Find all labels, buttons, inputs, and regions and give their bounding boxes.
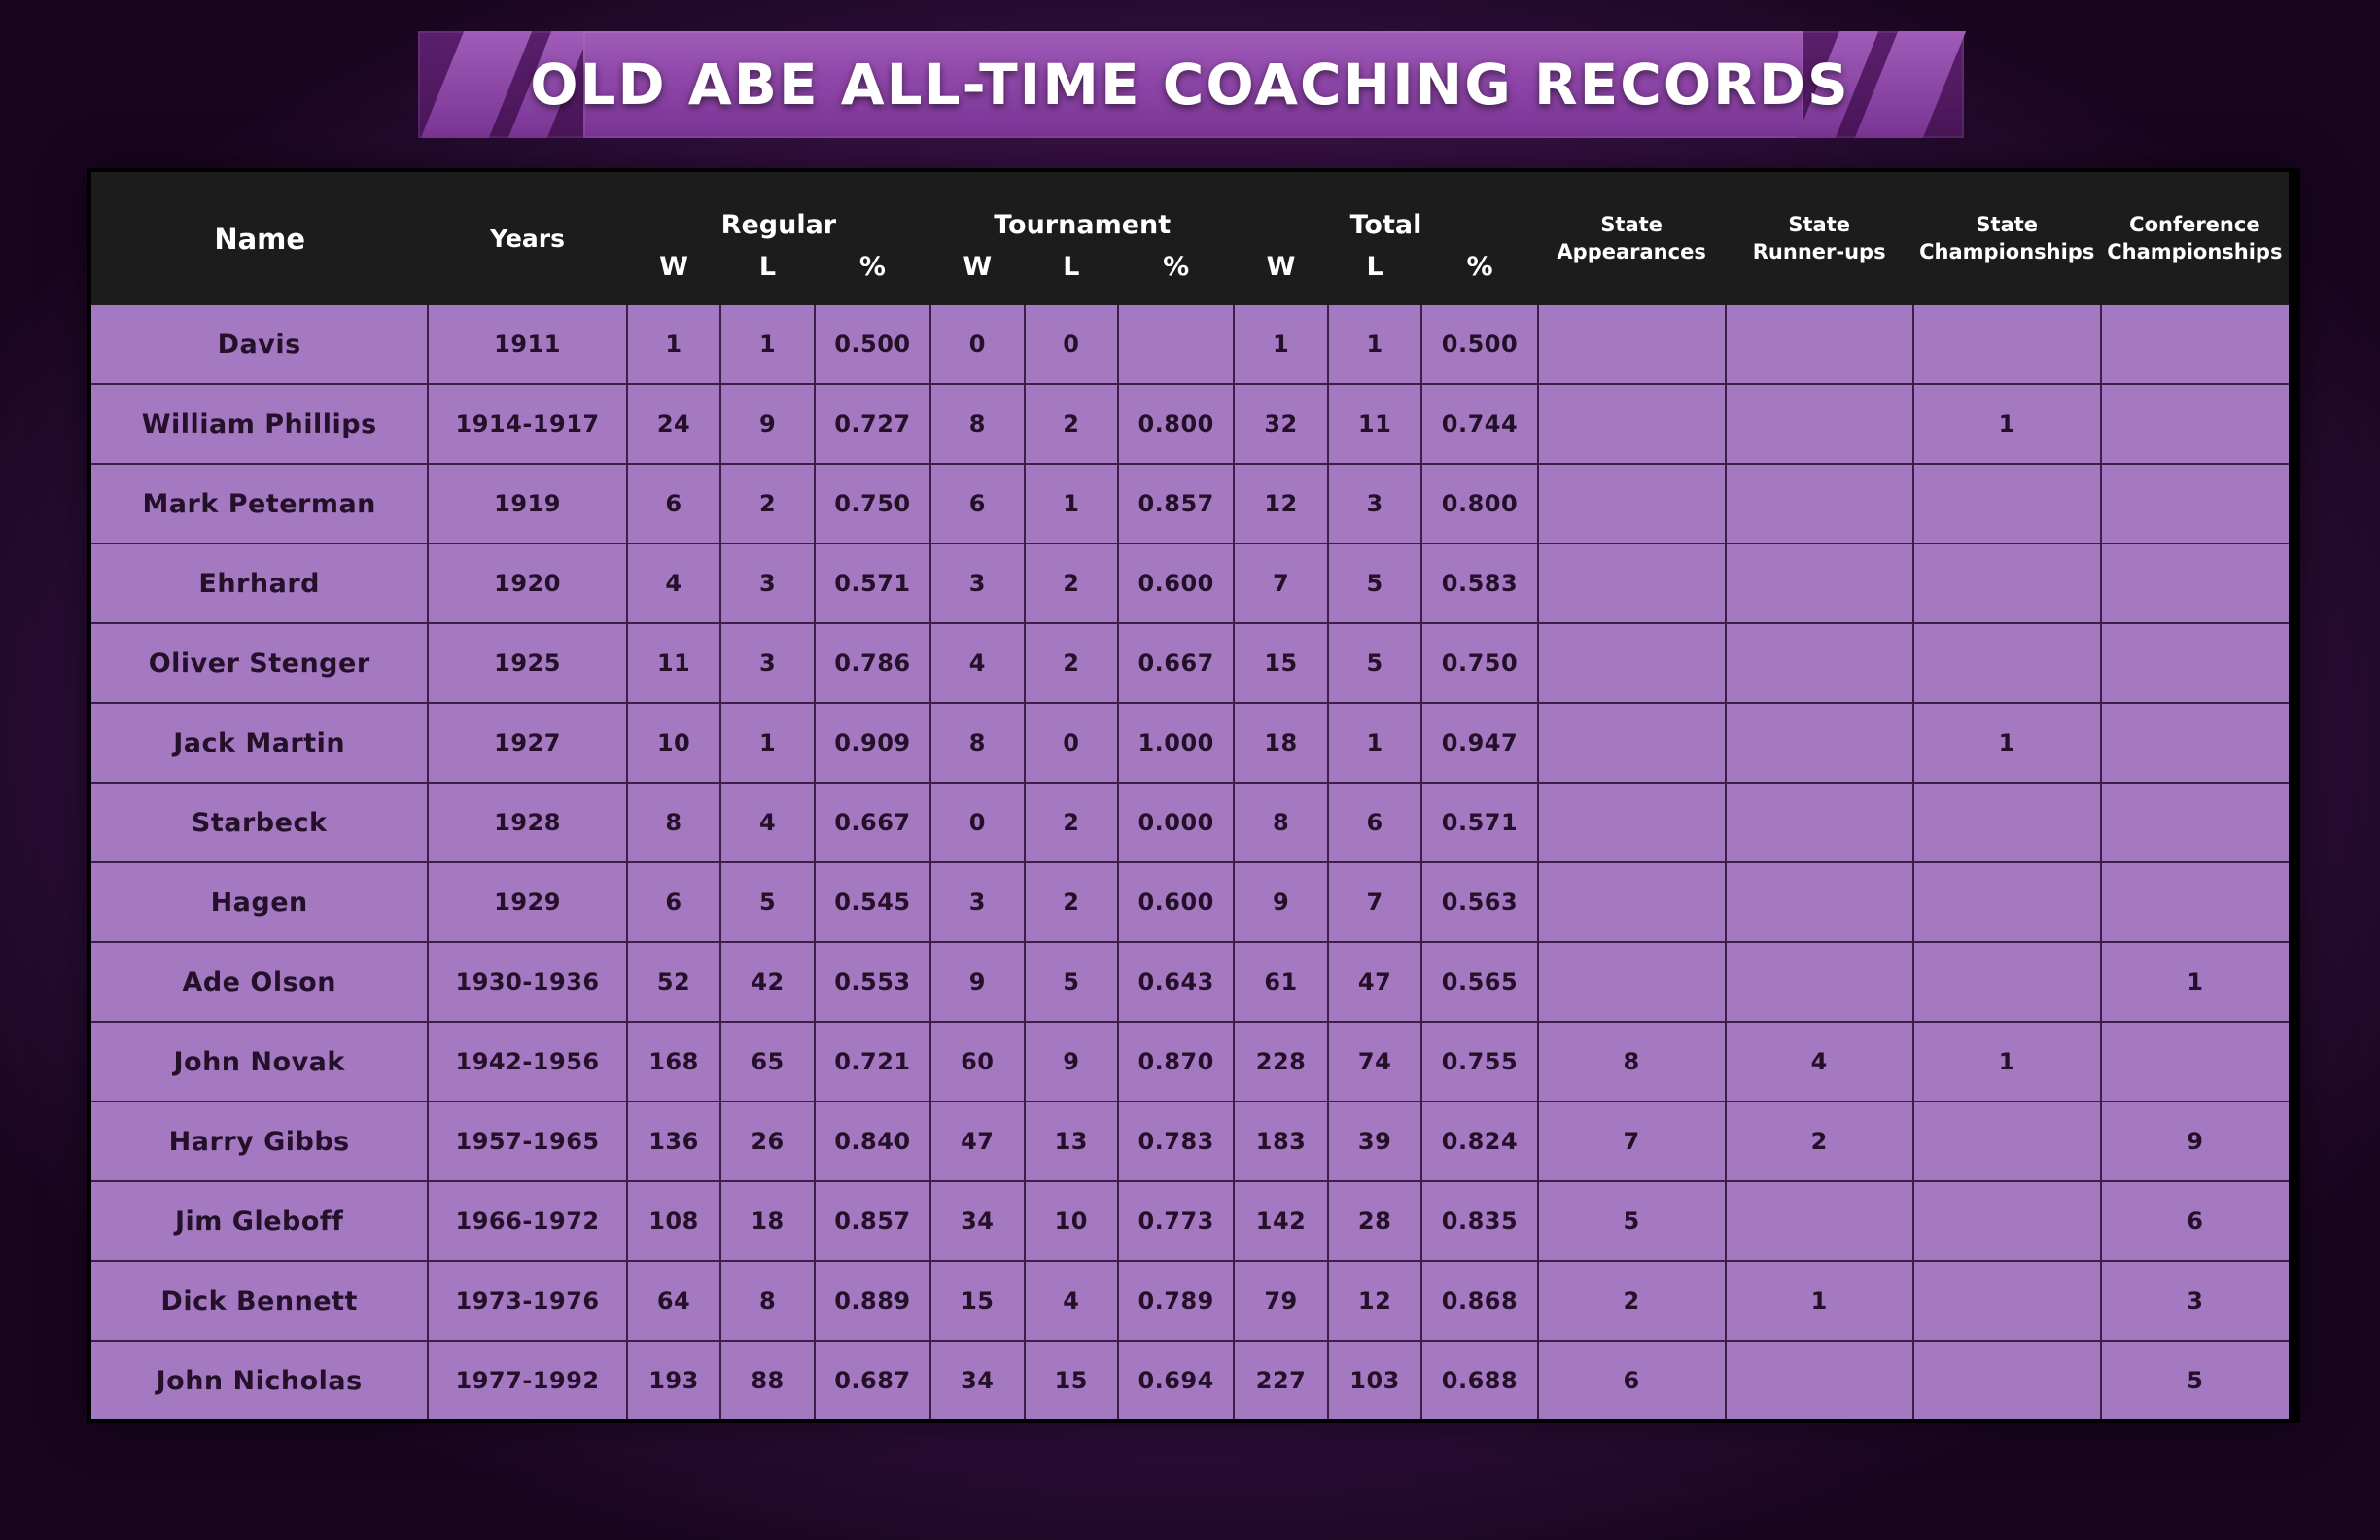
cell-tournament-pct: 1.000 xyxy=(1118,703,1234,783)
cell-total-pct: 0.835 xyxy=(1421,1181,1537,1261)
cell-tournament-pct: 0.773 xyxy=(1118,1181,1234,1261)
cell-total-l: 7 xyxy=(1328,862,1422,942)
cell-state-championships xyxy=(1913,623,2101,703)
col-header-regular: Regular xyxy=(627,172,930,246)
table-row xyxy=(91,862,2289,942)
cell-tournament-l: 4 xyxy=(1025,1261,1119,1341)
cell-regular-l: 8 xyxy=(720,1261,815,1341)
cell-state-appearances xyxy=(1538,783,1726,862)
cell-coach-name: John Novak xyxy=(91,1022,428,1102)
cell-coach-name: John Nicholas xyxy=(91,1341,428,1419)
cell-tournament-w: 15 xyxy=(930,1261,1025,1341)
cell-years: 1914-1917 xyxy=(428,384,626,464)
col-header-total-w: W xyxy=(1234,246,1328,305)
table-row xyxy=(91,1341,2289,1419)
cell-total-w: 1 xyxy=(1234,305,1328,384)
cell-state-runnerups xyxy=(1726,1341,1913,1419)
cell-state-championships: 1 xyxy=(1913,384,2101,464)
cell-state-championships xyxy=(1913,1181,2101,1261)
cell-regular-l: 18 xyxy=(720,1181,815,1261)
cell-total-w: 7 xyxy=(1234,543,1328,623)
col-header-tournament-l: L xyxy=(1025,246,1119,305)
cell-total-l: 11 xyxy=(1328,384,1422,464)
cell-tournament-l: 2 xyxy=(1025,623,1119,703)
cell-regular-l: 5 xyxy=(720,862,815,942)
cell-regular-w: 1 xyxy=(627,305,721,384)
cell-tournament-pct: 0.600 xyxy=(1118,543,1234,623)
cell-regular-l: 42 xyxy=(720,942,815,1022)
cell-total-pct: 0.800 xyxy=(1421,464,1537,543)
cell-tournament-w: 3 xyxy=(930,862,1025,942)
cell-conference-championships xyxy=(2101,703,2289,783)
cell-state-runnerups xyxy=(1726,623,1913,703)
cell-years: 1977-1992 xyxy=(428,1341,626,1419)
cell-years: 1929 xyxy=(428,862,626,942)
cell-tournament-l: 1 xyxy=(1025,464,1119,543)
cell-total-pct: 0.688 xyxy=(1421,1341,1537,1419)
cell-tournament-l: 0 xyxy=(1025,305,1119,384)
cell-conference-championships xyxy=(2101,543,2289,623)
cell-tournament-pct: 0.800 xyxy=(1118,384,1234,464)
table-row xyxy=(91,543,2289,623)
col-header-regular-l: L xyxy=(720,246,815,305)
cell-state-runnerups xyxy=(1726,783,1913,862)
cell-total-pct: 0.868 xyxy=(1421,1261,1537,1341)
cell-tournament-w: 9 xyxy=(930,942,1025,1022)
cell-conference-championships: 3 xyxy=(2101,1261,2289,1341)
cell-regular-w: 136 xyxy=(627,1102,721,1181)
cell-state-runnerups xyxy=(1726,1181,1913,1261)
col-header-state-championships xyxy=(1913,172,2101,305)
cell-conference-championships xyxy=(2101,862,2289,942)
cell-regular-w: 168 xyxy=(627,1022,721,1102)
cell-tournament-pct: 0.857 xyxy=(1118,464,1234,543)
cell-total-w: 32 xyxy=(1234,384,1328,464)
cell-tournament-l: 9 xyxy=(1025,1022,1119,1102)
records-table-frame xyxy=(88,168,2300,1423)
cell-tournament-l: 10 xyxy=(1025,1181,1119,1261)
cell-total-w: 18 xyxy=(1234,703,1328,783)
cell-regular-w: 64 xyxy=(627,1261,721,1341)
cell-conference-championships xyxy=(2101,464,2289,543)
cell-regular-pct: 0.500 xyxy=(815,305,930,384)
cell-total-pct: 0.563 xyxy=(1421,862,1537,942)
cell-state-championships: 1 xyxy=(1913,703,2101,783)
cell-total-l: 74 xyxy=(1328,1022,1422,1102)
cell-total-l: 3 xyxy=(1328,464,1422,543)
cell-regular-l: 88 xyxy=(720,1341,815,1419)
cell-coach-name: Starbeck xyxy=(91,783,428,862)
cell-regular-pct: 0.687 xyxy=(815,1341,930,1419)
cell-coach-name: William Phillips xyxy=(91,384,428,464)
coaching-records-table xyxy=(91,172,2289,1419)
cell-regular-l: 1 xyxy=(720,703,815,783)
table-row xyxy=(91,1102,2289,1181)
cell-total-l: 103 xyxy=(1328,1341,1422,1419)
cell-state-appearances: 8 xyxy=(1538,1022,1726,1102)
cell-coach-name: Ehrhard xyxy=(91,543,428,623)
cell-state-appearances: 5 xyxy=(1538,1181,1726,1261)
cell-tournament-l: 2 xyxy=(1025,543,1119,623)
table-row xyxy=(91,703,2289,783)
col-header-total: Total xyxy=(1234,172,1537,246)
cell-total-l: 47 xyxy=(1328,942,1422,1022)
cell-total-pct: 0.744 xyxy=(1421,384,1537,464)
cell-total-pct: 0.583 xyxy=(1421,543,1537,623)
cell-tournament-l: 15 xyxy=(1025,1341,1119,1419)
cell-state-appearances xyxy=(1538,543,1726,623)
cell-tournament-l: 2 xyxy=(1025,783,1119,862)
cell-years: 1957-1965 xyxy=(428,1102,626,1181)
cell-state-appearances xyxy=(1538,703,1726,783)
cell-total-w: 15 xyxy=(1234,623,1328,703)
cell-coach-name: Hagen xyxy=(91,862,428,942)
conference-championships-line1: Conference xyxy=(2129,213,2260,237)
cell-state-appearances xyxy=(1538,305,1726,384)
cell-conference-championships: 9 xyxy=(2101,1102,2289,1181)
cell-state-runnerups xyxy=(1726,942,1913,1022)
cell-state-runnerups xyxy=(1726,543,1913,623)
cell-regular-pct: 0.721 xyxy=(815,1022,930,1102)
cell-total-w: 142 xyxy=(1234,1181,1328,1261)
cell-tournament-w: 4 xyxy=(930,623,1025,703)
cell-total-w: 228 xyxy=(1234,1022,1328,1102)
cell-total-w: 183 xyxy=(1234,1102,1328,1181)
col-header-state-runnerups xyxy=(1726,172,1913,305)
cell-years: 1973-1976 xyxy=(428,1261,626,1341)
cell-tournament-w: 8 xyxy=(930,703,1025,783)
table-row xyxy=(91,1022,2289,1102)
cell-total-l: 5 xyxy=(1328,543,1422,623)
cell-years: 1930-1936 xyxy=(428,942,626,1022)
table-row xyxy=(91,623,2289,703)
cell-coach-name: Jim Gleboff xyxy=(91,1181,428,1261)
cell-regular-w: 108 xyxy=(627,1181,721,1261)
cell-conference-championships xyxy=(2101,384,2289,464)
cell-regular-l: 3 xyxy=(720,623,815,703)
cell-state-runnerups xyxy=(1726,703,1913,783)
cell-tournament-l: 5 xyxy=(1025,942,1119,1022)
cell-years: 1966-1972 xyxy=(428,1181,626,1261)
col-header-tournament-w: W xyxy=(930,246,1025,305)
cell-total-pct: 0.565 xyxy=(1421,942,1537,1022)
col-header-total-pct: % xyxy=(1421,246,1537,305)
page-title: OLD ABE ALL-TIME COACHING RECORDS xyxy=(530,52,1850,118)
col-header-tournament-pct: % xyxy=(1118,246,1234,305)
state-championships-line2: Championships xyxy=(1919,239,2095,263)
cell-total-l: 1 xyxy=(1328,305,1422,384)
cell-regular-l: 9 xyxy=(720,384,815,464)
cell-coach-name: Jack Martin xyxy=(91,703,428,783)
cell-tournament-w: 47 xyxy=(930,1102,1025,1181)
cell-regular-w: 4 xyxy=(627,543,721,623)
cell-conference-championships xyxy=(2101,305,2289,384)
cell-state-championships xyxy=(1913,783,2101,862)
cell-state-championships xyxy=(1913,1102,2101,1181)
cell-state-runnerups xyxy=(1726,384,1913,464)
cell-tournament-w: 34 xyxy=(930,1181,1025,1261)
cell-tournament-w: 34 xyxy=(930,1341,1025,1419)
cell-years: 1911 xyxy=(428,305,626,384)
cell-total-w: 79 xyxy=(1234,1261,1328,1341)
title-banner xyxy=(0,19,2380,156)
cell-years: 1928 xyxy=(428,783,626,862)
cell-coach-name: Dick Bennett xyxy=(91,1261,428,1341)
cell-conference-championships xyxy=(2101,1022,2289,1102)
col-header-name: Name xyxy=(91,172,428,305)
cell-regular-pct: 0.545 xyxy=(815,862,930,942)
cell-tournament-l: 2 xyxy=(1025,862,1119,942)
cell-tournament-l: 13 xyxy=(1025,1102,1119,1181)
col-header-tournament: Tournament xyxy=(930,172,1234,246)
cell-total-l: 39 xyxy=(1328,1102,1422,1181)
cell-total-pct: 0.500 xyxy=(1421,305,1537,384)
cell-conference-championships: 5 xyxy=(2101,1341,2289,1419)
cell-regular-pct: 0.840 xyxy=(815,1102,930,1181)
cell-regular-w: 24 xyxy=(627,384,721,464)
cell-total-pct: 0.947 xyxy=(1421,703,1537,783)
cell-total-w: 8 xyxy=(1234,783,1328,862)
cell-total-l: 28 xyxy=(1328,1181,1422,1261)
cell-regular-w: 193 xyxy=(627,1341,721,1419)
cell-regular-pct: 0.750 xyxy=(815,464,930,543)
cell-state-runnerups: 1 xyxy=(1726,1261,1913,1341)
cell-regular-l: 65 xyxy=(720,1022,815,1102)
cell-years: 1925 xyxy=(428,623,626,703)
cell-tournament-l: 0 xyxy=(1025,703,1119,783)
cell-years: 1920 xyxy=(428,543,626,623)
cell-tournament-w: 0 xyxy=(930,783,1025,862)
cell-regular-pct: 0.667 xyxy=(815,783,930,862)
table-body xyxy=(91,305,2289,1419)
cell-state-championships xyxy=(1913,305,2101,384)
cell-regular-w: 11 xyxy=(627,623,721,703)
cell-regular-w: 52 xyxy=(627,942,721,1022)
cell-state-appearances xyxy=(1538,384,1726,464)
cell-state-appearances xyxy=(1538,464,1726,543)
cell-regular-w: 6 xyxy=(627,464,721,543)
cell-state-runnerups xyxy=(1726,305,1913,384)
state-appearances-line1: State xyxy=(1600,213,1662,237)
state-championships-line1: State xyxy=(1976,213,2039,237)
table-row xyxy=(91,464,2289,543)
cell-tournament-l: 2 xyxy=(1025,384,1119,464)
cell-tournament-pct: 0.870 xyxy=(1118,1022,1234,1102)
cell-tournament-w: 3 xyxy=(930,543,1025,623)
cell-years: 1927 xyxy=(428,703,626,783)
cell-state-championships xyxy=(1913,942,2101,1022)
cell-regular-pct: 0.786 xyxy=(815,623,930,703)
cell-total-l: 1 xyxy=(1328,703,1422,783)
state-runnerups-line2: Runner-ups xyxy=(1752,239,1886,263)
cell-regular-w: 8 xyxy=(627,783,721,862)
cell-state-runnerups: 4 xyxy=(1726,1022,1913,1102)
cell-tournament-w: 0 xyxy=(930,305,1025,384)
cell-regular-pct: 0.889 xyxy=(815,1261,930,1341)
state-appearances-line2: Appearances xyxy=(1557,239,1706,263)
col-header-state-appearances xyxy=(1538,172,1726,305)
cell-conference-championships xyxy=(2101,783,2289,862)
table-row xyxy=(91,1181,2289,1261)
cell-regular-pct: 0.553 xyxy=(815,942,930,1022)
cell-regular-l: 4 xyxy=(720,783,815,862)
cell-coach-name: Mark Peterman xyxy=(91,464,428,543)
table-row xyxy=(91,783,2289,862)
cell-total-pct: 0.571 xyxy=(1421,783,1537,862)
cell-tournament-pct: 0.783 xyxy=(1118,1102,1234,1181)
cell-total-l: 5 xyxy=(1328,623,1422,703)
cell-total-w: 9 xyxy=(1234,862,1328,942)
cell-state-appearances: 7 xyxy=(1538,1102,1726,1181)
cell-total-w: 227 xyxy=(1234,1341,1328,1419)
cell-state-appearances: 6 xyxy=(1538,1341,1726,1419)
cell-total-pct: 0.755 xyxy=(1421,1022,1537,1102)
cell-total-l: 6 xyxy=(1328,783,1422,862)
cell-coach-name: Davis xyxy=(91,305,428,384)
cell-regular-pct: 0.727 xyxy=(815,384,930,464)
cell-state-appearances xyxy=(1538,942,1726,1022)
col-header-conference-championships xyxy=(2101,172,2289,305)
cell-regular-l: 3 xyxy=(720,543,815,623)
table-header-row-groups xyxy=(91,172,2289,246)
cell-coach-name: Harry Gibbs xyxy=(91,1102,428,1181)
cell-conference-championships xyxy=(2101,623,2289,703)
cell-tournament-pct: 0.643 xyxy=(1118,942,1234,1022)
state-runnerups-line1: State xyxy=(1788,213,1850,237)
cell-total-pct: 0.750 xyxy=(1421,623,1537,703)
cell-state-appearances xyxy=(1538,862,1726,942)
col-header-total-l: L xyxy=(1328,246,1422,305)
cell-total-w: 12 xyxy=(1234,464,1328,543)
cell-tournament-pct: 0.000 xyxy=(1118,783,1234,862)
cell-tournament-w: 8 xyxy=(930,384,1025,464)
cell-tournament-pct: 0.789 xyxy=(1118,1261,1234,1341)
table-row xyxy=(91,1261,2289,1341)
cell-regular-w: 10 xyxy=(627,703,721,783)
cell-regular-l: 26 xyxy=(720,1102,815,1181)
cell-total-pct: 0.824 xyxy=(1421,1102,1537,1181)
cell-tournament-pct xyxy=(1118,305,1234,384)
conference-championships-line2: Championships xyxy=(2107,239,2283,263)
table-row xyxy=(91,384,2289,464)
cell-tournament-w: 6 xyxy=(930,464,1025,543)
cell-regular-pct: 0.857 xyxy=(815,1181,930,1261)
table-header xyxy=(91,172,2289,305)
cell-regular-l: 2 xyxy=(720,464,815,543)
col-header-years: Years xyxy=(428,172,626,305)
cell-regular-l: 1 xyxy=(720,305,815,384)
cell-years: 1942-1956 xyxy=(428,1022,626,1102)
cell-total-w: 61 xyxy=(1234,942,1328,1022)
cell-regular-pct: 0.571 xyxy=(815,543,930,623)
cell-state-championships xyxy=(1913,1341,2101,1419)
col-header-regular-w: W xyxy=(627,246,721,305)
cell-state-runnerups xyxy=(1726,464,1913,543)
cell-state-appearances: 2 xyxy=(1538,1261,1726,1341)
cell-state-appearances xyxy=(1538,623,1726,703)
cell-conference-championships: 6 xyxy=(2101,1181,2289,1261)
cell-tournament-pct: 0.694 xyxy=(1118,1341,1234,1419)
cell-tournament-pct: 0.667 xyxy=(1118,623,1234,703)
cell-coach-name: Oliver Stenger xyxy=(91,623,428,703)
cell-state-runnerups xyxy=(1726,862,1913,942)
cell-coach-name: Ade Olson xyxy=(91,942,428,1022)
cell-regular-w: 6 xyxy=(627,862,721,942)
cell-state-championships: 1 xyxy=(1913,1022,2101,1102)
cell-total-l: 12 xyxy=(1328,1261,1422,1341)
table-row xyxy=(91,942,2289,1022)
cell-state-runnerups: 2 xyxy=(1726,1102,1913,1181)
cell-conference-championships: 1 xyxy=(2101,942,2289,1022)
cell-tournament-w: 60 xyxy=(930,1022,1025,1102)
cell-state-championships xyxy=(1913,543,2101,623)
col-header-regular-pct: % xyxy=(815,246,930,305)
cell-regular-pct: 0.909 xyxy=(815,703,930,783)
cell-years: 1919 xyxy=(428,464,626,543)
table-row xyxy=(91,305,2289,384)
cell-tournament-pct: 0.600 xyxy=(1118,862,1234,942)
cell-state-championships xyxy=(1913,862,2101,942)
cell-state-championships xyxy=(1913,1261,2101,1341)
cell-state-championships xyxy=(1913,464,2101,543)
